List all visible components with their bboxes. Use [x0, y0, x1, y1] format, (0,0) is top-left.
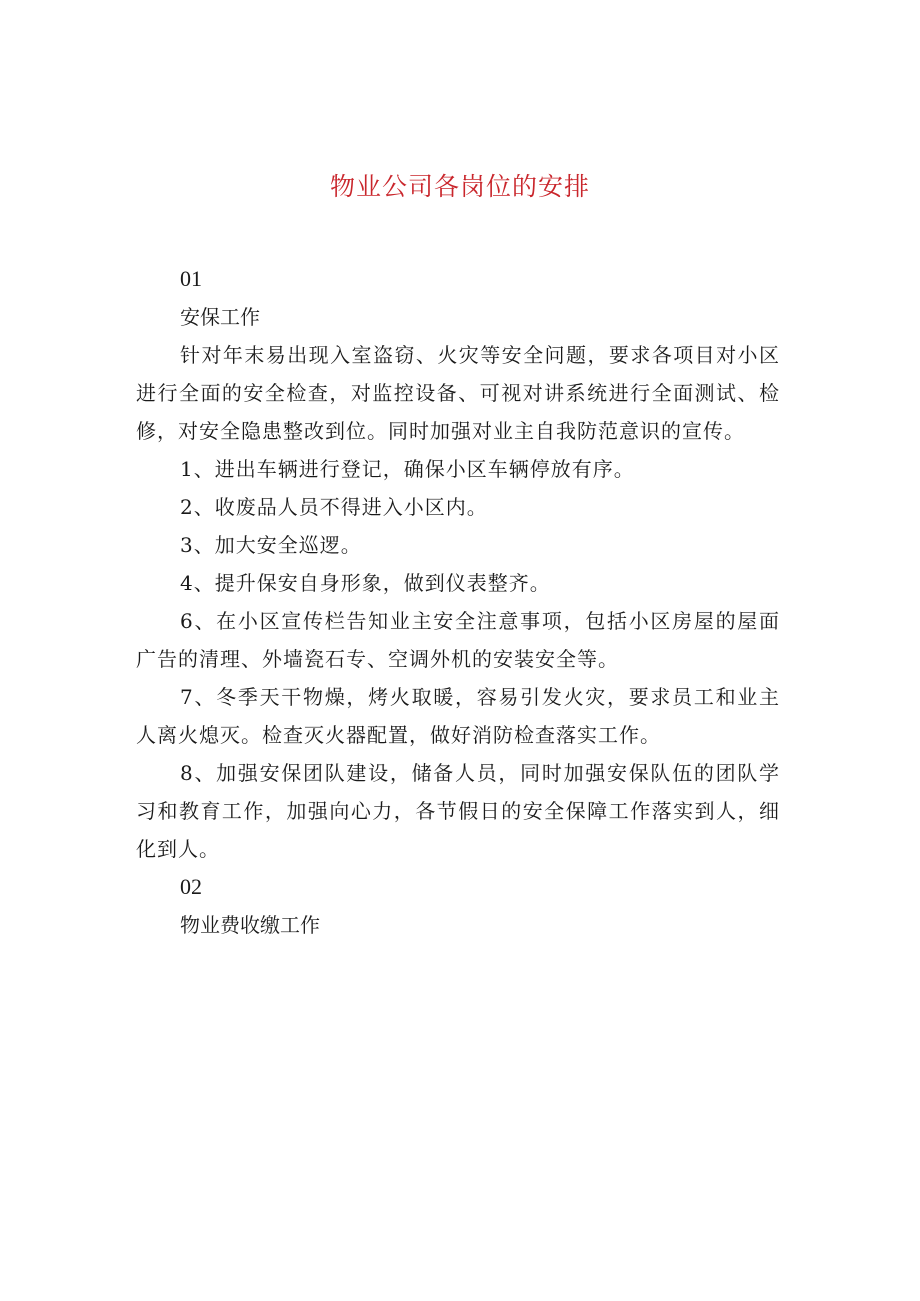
section-heading: 安保工作	[180, 305, 260, 329]
list-item: 3、加大安全巡逻。	[180, 533, 362, 557]
list-item: 4、提升保安自身形象，做到仪表整齐。	[180, 571, 551, 595]
list-item: 8、加强安保团队建设，储备人员，同时加强安保队伍的团队学习和教育工作，加强向心力，各节假日的安全保障工作落实到人，细化到人。	[136, 761, 780, 861]
list-item: 2、收废品人员不得进入小区内。	[180, 495, 488, 519]
document-body	[136, 260, 780, 944]
section-number: 02	[180, 874, 202, 899]
section-intro-paragraph: 针对年末易出现入室盗窃、火灾等安全问题，要求各项目对小区进行全面的安全检查，对监控设备、可视对讲系统进行全面测试、检修，对安全隐患整改到位。同时加强对业主自我防范意识的宣传。	[136, 343, 780, 443]
list-item: 1、进出车辆进行登记，确保小区车辆停放有序。	[180, 457, 635, 481]
document-title: 物业公司各岗位的安排	[329, 172, 590, 201]
list-item: 7、冬季天干物燥，烤火取暖，容易引发火灾，要求员工和业主人离火熄灭。检查灭火器配置，做好消防检查落实工作。	[136, 685, 780, 747]
list-item: 6、在小区宣传栏告知业主安全注意事项，包括小区房屋的屋面广告的清理、外墙瓷石专、空调外机的安装安全等。	[136, 609, 780, 671]
section-heading: 物业费收缴工作	[180, 913, 320, 937]
section-number: 01	[180, 266, 202, 291]
